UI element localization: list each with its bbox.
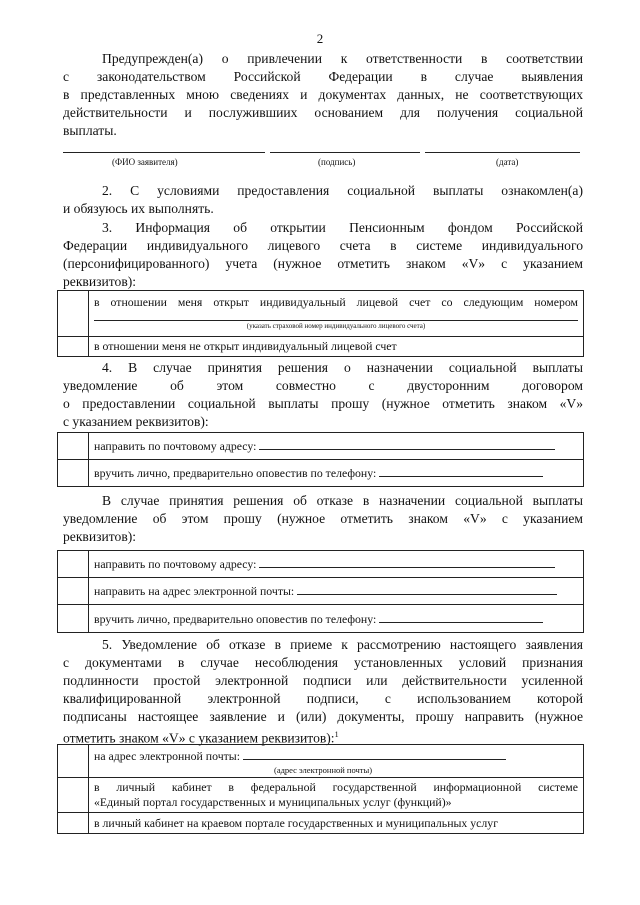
option-label: в отношении меня открыт индивидуальный лицевой счет со следующим номером bbox=[94, 295, 578, 309]
text-line: с указанием реквизитов): bbox=[63, 414, 209, 429]
footnote-mark: 1 bbox=[334, 730, 339, 739]
option-label: вручить лично, предварительно оповестив по телефону: bbox=[94, 466, 377, 480]
section2-paragraph bbox=[63, 182, 583, 218]
checkbox-cell[interactable] bbox=[58, 291, 89, 337]
option-cell bbox=[89, 551, 584, 578]
phone-input[interactable] bbox=[379, 611, 543, 623]
option-label: в личный кабинет на краевом портале государственных и муниципальных услуг bbox=[89, 813, 584, 834]
checkbox-cell[interactable] bbox=[58, 813, 89, 834]
text-line: о предоставлении социальной выплаты прошу (нужное отметить знаком «V» bbox=[63, 396, 583, 411]
checkbox-cell[interactable] bbox=[58, 551, 89, 578]
signature-line[interactable] bbox=[270, 152, 420, 153]
text-line: с законодательством Российской Федерации в случае выявления bbox=[63, 69, 583, 84]
checkbox-cell[interactable] bbox=[58, 337, 89, 357]
section3-table bbox=[57, 290, 584, 357]
option-cell bbox=[89, 778, 584, 813]
fio-line[interactable] bbox=[63, 152, 265, 153]
option-label: направить по почтовому адресу: bbox=[94, 439, 257, 453]
text-line: в представленных мною сведениях и документах данных, не соответствующих bbox=[63, 87, 583, 102]
text-line: (персонифицированного) учета (нужное отметить знаком «V» с указанием bbox=[63, 256, 583, 271]
checkbox-cell[interactable] bbox=[58, 745, 89, 778]
text-line: и обязуюсь их выполнять. bbox=[63, 201, 214, 216]
option-label: направить на адрес электронной почты: bbox=[94, 584, 295, 598]
option-label: «Единый портал государственных и муниципальных услуг (функций)» bbox=[94, 795, 452, 809]
text-line: с документами в случае несоблюдения установленных условий признания bbox=[63, 655, 583, 670]
page-number: 2 bbox=[316, 31, 324, 46]
date-caption: (дата) bbox=[496, 157, 519, 167]
checkbox-cell[interactable] bbox=[58, 605, 89, 633]
text-line-content: отметить знаком «V» с указанием реквизитов): bbox=[63, 730, 335, 746]
text-line: 5. Уведомление об отказе в приеме к рассмотрению настоящего заявления bbox=[102, 637, 583, 652]
text-line: реквизитов): bbox=[63, 274, 137, 289]
snils-input-line[interactable] bbox=[94, 320, 578, 321]
phone-input[interactable] bbox=[379, 465, 543, 477]
postal-address-input[interactable] bbox=[259, 556, 555, 568]
section5-table bbox=[57, 744, 584, 834]
date-line[interactable] bbox=[425, 152, 580, 153]
checkbox-cell[interactable] bbox=[58, 778, 89, 813]
option-label: в личный кабинет в федеральной государственной информационной системе bbox=[94, 780, 578, 794]
text-line: 2. С условиями предоставления социальной выплаты ознакомлен(а) bbox=[102, 183, 583, 198]
text-line: подписаны настоящее заявление и (или) документы, прошу направить (нужное bbox=[63, 709, 583, 724]
signature-caption: (подпись) bbox=[318, 157, 356, 167]
option-cell bbox=[89, 460, 584, 487]
fio-caption: (ФИО заявителя) bbox=[112, 157, 178, 167]
text-line: В случае принятия решения об отказе в назначении социальной выплаты bbox=[102, 493, 583, 508]
section3-paragraph bbox=[63, 219, 583, 291]
section4-paragraph bbox=[63, 359, 583, 431]
option-cell bbox=[89, 745, 584, 778]
warning-paragraph bbox=[63, 50, 583, 140]
text-line: Предупрежден(а) о привлечении к ответственности в соответствии bbox=[102, 51, 583, 66]
text-line: действительности и послужившиих основанием для получения социальной bbox=[63, 105, 583, 120]
option-cell bbox=[89, 291, 584, 337]
postal-address-input[interactable] bbox=[259, 438, 555, 450]
text-line: 4. В случае принятия решения о назначении социальной выплаты bbox=[102, 360, 583, 375]
email-input[interactable] bbox=[243, 748, 506, 760]
text-line: 3. Информация об открытии Пенсионным фондом Российской bbox=[102, 220, 583, 235]
option-cell bbox=[89, 578, 584, 605]
text-line: выплаты. bbox=[63, 123, 117, 138]
snils-caption: (указать страховой номер индивидуального лицевого счета) bbox=[246, 322, 426, 330]
checkbox-cell[interactable] bbox=[58, 460, 89, 487]
checkbox-cell[interactable] bbox=[58, 433, 89, 460]
email-caption: (адрес электронной почты) bbox=[274, 765, 373, 775]
text-line: квалифицированной электронной подписи, с использованием которой bbox=[63, 691, 583, 706]
email-input[interactable] bbox=[297, 583, 557, 595]
text-line bbox=[63, 726, 583, 744]
section4b-paragraph bbox=[63, 492, 583, 546]
option-cell bbox=[89, 605, 584, 633]
text-line: уведомление об этом прошу (нужное отметить знаком «V» с указанием bbox=[63, 511, 583, 526]
text-line: реквизитов): bbox=[63, 529, 137, 544]
text-line: подлинности простой электронной подписи или действительности усиленной bbox=[63, 673, 583, 688]
section4-table bbox=[57, 432, 584, 487]
option-label: направить по почтовому адресу: bbox=[94, 557, 257, 571]
option-cell bbox=[89, 433, 584, 460]
text-line: Федерации индивидуального лицевого счета в системе индивидуального bbox=[63, 238, 583, 253]
option-label: на адрес электронной почты: bbox=[94, 749, 240, 763]
text-line: уведомление об этом совместно с двусторонним договором bbox=[63, 378, 583, 393]
section4b-table bbox=[57, 550, 584, 633]
option-label: в отношении меня не открыт индивидуальный лицевой счет bbox=[89, 337, 584, 357]
checkbox-cell[interactable] bbox=[58, 578, 89, 605]
section5-paragraph bbox=[63, 636, 583, 744]
option-label: вручить лично, предварительно оповестив по телефону: bbox=[94, 611, 377, 626]
